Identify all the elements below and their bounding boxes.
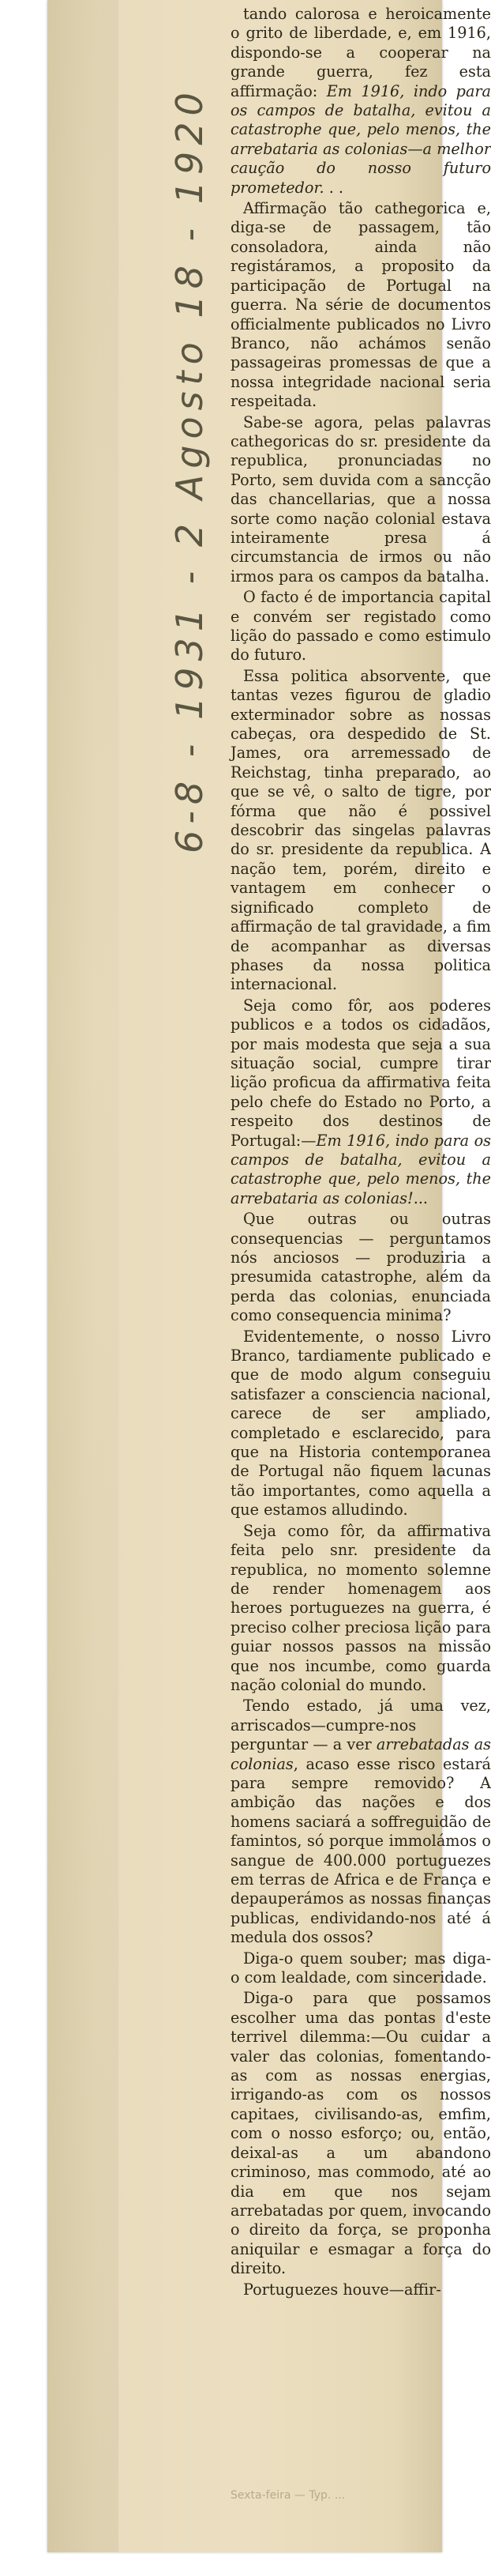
paragraph-text: Diga-o para que possamos escolher uma das pontas d'este terrivel dilemma:—Ou cuidar a valer das colonias, fomentando-as com as nossas energias, irrigando-as com os nossos capitaes, civilisando-as, emfim, com o nosso esforço; ou, então, deixal-as a um abandono criminoso, mas commodo, até ao dia em que nos sejam arrebatadas por quem, invocando o direito da força, se proponha aniquilar e esmagar a força do direito. (231, 1989, 491, 2278)
article-paragraph (231, 667, 491, 995)
newspaper-clipping (47, 0, 491, 2552)
italic-quote: a melhor caução do nosso futuro prometedor. (231, 139, 491, 197)
article-paragraph (231, 1989, 491, 2278)
paragraph-text: Evidentemente, o nosso Livro Branco, tardiamente publicado e que de modo algum conseguiu satisfazer a consciencia nacional, carece de ser ampliado, completado e esclarecido, para que na Historia contemporanea de Portugal não fiquem lacunas tão importantes, como aquella a que estamos alludindo. (231, 1327, 491, 1520)
article-paragraph (231, 1522, 491, 1696)
paragraph-text: Tendo estado, já uma vez, arriscados—cumpre-nos perguntar — a ver (231, 1697, 491, 1754)
article-paragraph (231, 1210, 491, 1325)
paragraph-text: — (407, 139, 423, 158)
italic-quote: Em 1916, indo para os campos de batalha, evitou a catastrophe que, pelo menos, the arrebataria as colonias! (231, 1131, 491, 1207)
paragraph-text: O facto é de importancia capital e convém ser registado como lição do passado e como estimulo do futuro. (231, 588, 491, 665)
faint-footer-text: Sexta-feira — Typ. ... (231, 2489, 346, 2502)
article-paragraph (231, 996, 491, 1208)
article-paragraph (231, 5, 491, 198)
paragraph-text: ... (413, 1188, 429, 1207)
article-paragraph (231, 413, 491, 587)
article-paragraph (231, 588, 491, 665)
italic-quote: arrebatadas as colonias (231, 1735, 491, 1773)
handwritten-date-annotation: 6-8 - 1931 - 2 Agosto 18 - 1920 (168, 86, 211, 853)
paragraph-text: Diga-o quem souber; mas diga-o com lealdade, com sinceridade. (231, 1949, 491, 1987)
article-paragraph (231, 199, 491, 411)
article-paragraph (231, 1328, 491, 1520)
paragraph-text: tando calorosa e heroicamente o grito de liberdade, e, em 1916, dispondo-se a cooperar na grande guerra, fez esta affirmação: (231, 5, 491, 100)
paragraph-text: , acaso esse risco estará para sempre removido? A ambição das nações e dos homens saciará a soffreguidão de famintos, só porque immolámos o sangue de 400.000 portuguezes em terras de Africa e de França e depauperámos as nossas finanças publicas, endividando-nos até á medula dos ossos? (231, 1754, 491, 1947)
paragraph-text: . . (324, 178, 344, 197)
paragraph-text: Que outras ou outras consequencias — perguntamos nós anciosos — produziria a presumida catastrophe, além da perda das colonias, enunciada como consequencia minima? (231, 1210, 491, 1325)
article-body (231, 5, 491, 2299)
paragraph-text: Portuguezes houve—affir- (243, 2280, 441, 2299)
article-paragraph (231, 1697, 491, 1947)
paragraph-text: Seja como fôr, aos poderes publicos e a todos os cidadãos, por mais modesta que seja a sua situação social, cumpre tirar lição proficua da affirmativa feita pelo chefe do Estado no Porto, a respeito dos destinos de Portugal:— (231, 996, 491, 1150)
italic-quote: Em 1916, indo para os campos de batalha, evitou a catastrophe que, pelo menos, the arrebataria as colonias (231, 81, 491, 158)
paragraph-text: Affirmação tão cathegorica e, diga-se de passagem, tão consoladora, ainda não registáramos, a proposito da participação de Portugal na guerra. Na série de documentos officialmente publicados no Livro Branco, não achámos senão passageiras promessas de que a nossa integridade nacional seria respeitada. (231, 199, 491, 411)
article-paragraph (231, 1949, 491, 1988)
paragraph-text: Seja como fôr, da affirmativa feita pelo snr. presidente da republica, no momento solemne de render homenagem aos heroes portuguezes na guerra, é preciso colher preciosa lição para guiar nossos passos na missão que nos incumbe, como guarda nação colonial do mundo. (231, 1521, 491, 1694)
article-paragraph (231, 2280, 491, 2299)
paragraph-text: Sabe-se agora, pelas palavras cathegoricas do sr. presidente da republica, pronunciadas no Porto, sem duvida com a sancção das chancellarias, que a nossa sorte como nação colonial estava inteiramente presa á circumstancia de irmos ou não irmos para os campos da batalha. (231, 412, 491, 586)
paragraph-text: Essa politica absorvente, que tantas vezes figurou de gladio exterminador sobre as nossas cabeças, ora despedido de St. James, ora arremessado de Reichstag, tinha preparado, ao que se vê, o salto de tigre, por fórma que não é possivel descobrir das singelas palavras do sr. presidente da republica. A nação tem, porém, direito e vantagem em conhecer o significado completo de affirmação de tal gravidade, a fim de acompanhar as diversas phases da nossa politica internacional. (231, 666, 491, 994)
